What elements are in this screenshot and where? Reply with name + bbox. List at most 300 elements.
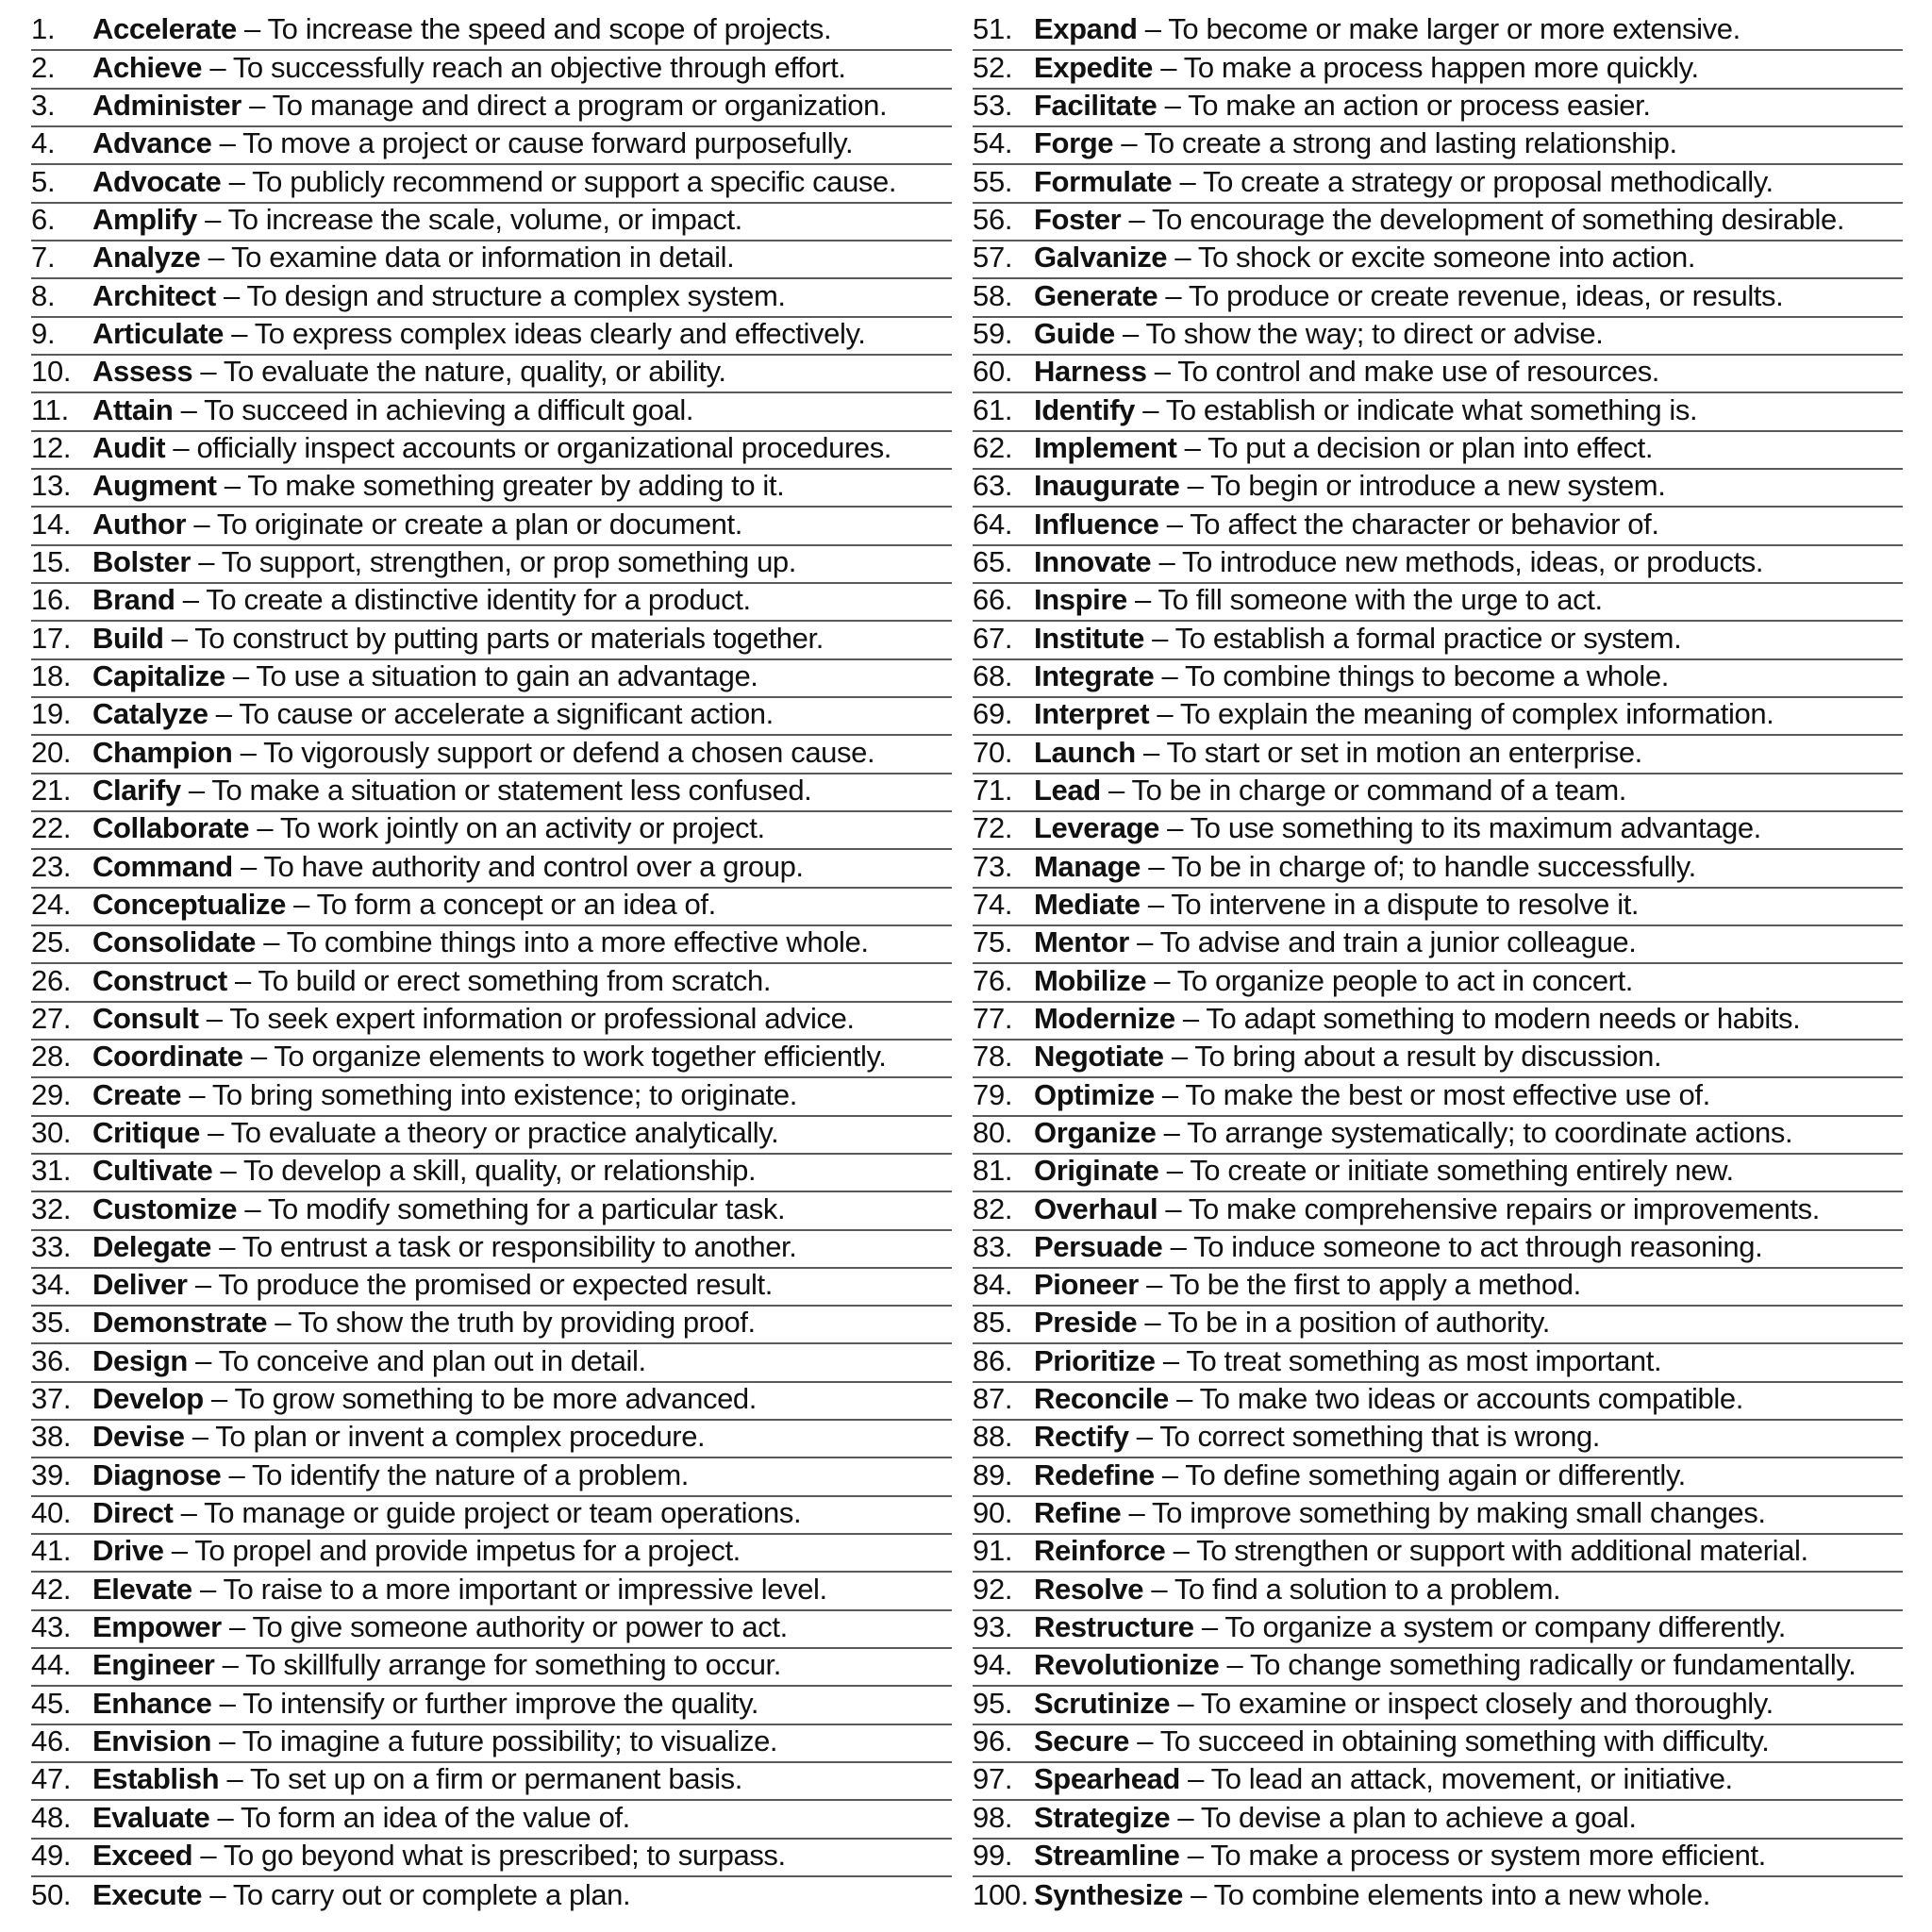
- item-number: 60.: [973, 355, 1013, 389]
- list-item: [973, 698, 1903, 736]
- item-entry: [1034, 12, 1740, 46]
- item-definition: – To arrange systematically; to coordinate actions.: [1156, 1115, 1793, 1149]
- list-item: [973, 774, 1903, 812]
- list-item: [973, 1192, 1903, 1230]
- item-term: Spearhead: [1034, 1762, 1180, 1796]
- list-item: [973, 1231, 1903, 1269]
- item-entry: [1034, 202, 1845, 236]
- item-number: 23.: [31, 849, 72, 883]
- item-definition: – To use something to its maximum advantage.: [1158, 811, 1761, 845]
- item-term: Modernize: [1034, 1001, 1175, 1035]
- item-definition: – To cause or accelerate a significant action.: [208, 697, 774, 731]
- item-number: 22.: [31, 811, 72, 845]
- item-entry: [92, 735, 875, 769]
- item-entry: [1034, 355, 1660, 389]
- item-entry: [1034, 1726, 1769, 1756]
- item-definition: – To show the truth by providing proof.: [267, 1306, 756, 1340]
- list-item: [973, 1383, 1903, 1421]
- item-term: Innovate: [1034, 544, 1152, 578]
- item-definition: – To skillfully arrange for something to occur.: [214, 1648, 781, 1682]
- item-definition: – To move a project or cause forward purposefully.: [211, 126, 854, 160]
- item-entry: [1034, 1191, 1820, 1225]
- item-definition: – To be the first to apply a method.: [1138, 1268, 1581, 1302]
- item-term: Implement: [1034, 430, 1177, 464]
- list-item: [973, 1155, 1903, 1192]
- item-term: Architect: [92, 278, 216, 312]
- item-definition: – To have authority and control over a group.: [232, 849, 804, 883]
- item-definition: – To combine things to become a whole.: [1154, 658, 1669, 692]
- item-definition: – To produce the promised or expected result.: [187, 1268, 773, 1302]
- item-term: Analyze: [92, 241, 201, 275]
- item-number: 6.: [31, 202, 56, 236]
- item-number: 61.: [973, 392, 1013, 426]
- list-item: [973, 204, 1903, 242]
- list-item: [973, 90, 1903, 127]
- item-entry: [92, 1040, 887, 1074]
- item-entry: [1034, 963, 1634, 997]
- list-item: [973, 1269, 1903, 1307]
- list-item: [31, 1231, 952, 1269]
- item-term: Coordinate: [92, 1040, 243, 1074]
- list-item: [973, 1041, 1903, 1078]
- item-definition: – To evaluate the nature, quality, or ability.: [192, 355, 726, 389]
- item-term: Persuade: [1034, 1229, 1163, 1263]
- item-entry: [92, 128, 853, 158]
- item-term: Galvanize: [1034, 241, 1168, 275]
- item-definition: – To increase the speed and scope of projects.: [236, 12, 832, 46]
- item-definition: – To work jointly on an activity or project.: [249, 811, 765, 845]
- list-item: [973, 1458, 1903, 1496]
- item-entry: [92, 1343, 646, 1377]
- item-term: Critique: [92, 1115, 200, 1149]
- item-number: 8.: [31, 278, 56, 312]
- list-item: [973, 1649, 1903, 1687]
- item-term: Administer: [92, 88, 242, 122]
- item-definition: – To imagine a future possibility; to visualize.: [211, 1724, 778, 1758]
- item-definition: – To plan or invent a complex procedure.: [184, 1420, 706, 1454]
- item-number: 13.: [31, 469, 72, 503]
- list-item: [31, 1117, 952, 1155]
- item-number: 44.: [31, 1648, 72, 1682]
- item-definition: – To introduce new methods, ideas, or products.: [1151, 544, 1764, 578]
- item-entry: [92, 1878, 631, 1912]
- list-item: [31, 393, 952, 431]
- item-number: 72.: [973, 811, 1013, 845]
- item-definition: – To entrust a task or responsibility to another.: [211, 1229, 797, 1263]
- item-number: 70.: [973, 735, 1013, 769]
- item-number: 77.: [973, 1001, 1013, 1035]
- item-entry: [1034, 1420, 1600, 1454]
- item-number: 57.: [973, 241, 1013, 275]
- item-term: Streamline: [1034, 1839, 1180, 1873]
- list-item: [973, 1763, 1903, 1801]
- list-item: [31, 964, 952, 1002]
- item-definition: – To be in charge of; to handle successfully.: [1141, 849, 1696, 883]
- item-definition: – To shock or excite someone into action.: [1167, 241, 1696, 275]
- item-definition: – To improve something by making small changes.: [1121, 1496, 1766, 1530]
- list-item: [973, 356, 1903, 393]
- item-definition: – To construct by putting parts or materials together.: [163, 621, 824, 655]
- list-item: [31, 1535, 952, 1573]
- item-definition: – To make something greater by adding to it.: [216, 469, 785, 503]
- item-definition: – To support, strengthen, or prop something up.: [191, 544, 796, 578]
- list-item: [973, 1078, 1903, 1116]
- item-number: 7.: [31, 241, 56, 275]
- list-item: [973, 470, 1903, 508]
- item-entry: [1034, 1154, 1734, 1188]
- item-definition: – To affect the character or behavior of.: [1158, 507, 1659, 541]
- item-term: Optimize: [1034, 1077, 1155, 1111]
- item-number: 95.: [973, 1686, 1013, 1720]
- item-entry: [92, 1382, 757, 1416]
- item-term: Integrate: [1034, 658, 1155, 692]
- item-entry: [1034, 241, 1696, 275]
- list-item: [973, 546, 1903, 584]
- item-entry: [1034, 1839, 1766, 1873]
- item-definition: – To control and make use of resources.: [1146, 355, 1660, 389]
- item-definition: – To seek expert information or professional advice.: [198, 1001, 855, 1035]
- item-entry: [1034, 1001, 1801, 1035]
- item-term: Strategize: [1034, 1800, 1171, 1834]
- item-term: Facilitate: [1034, 88, 1158, 122]
- item-term: Advocate: [92, 164, 222, 198]
- list-item: [31, 508, 952, 545]
- item-number: 54.: [973, 126, 1013, 160]
- item-entry: [1034, 316, 1604, 350]
- item-definition: – To fill someone with the urge to act.: [1126, 583, 1603, 617]
- item-definition: – To modify something for a particular task.: [237, 1191, 786, 1225]
- item-term: Institute: [1034, 621, 1144, 655]
- item-number: 14.: [31, 507, 72, 541]
- item-definition: – To bring something into existence; to originate.: [181, 1077, 797, 1111]
- item-entry: [1034, 1382, 1743, 1416]
- item-definition: – To make an action or process easier.: [1157, 88, 1651, 122]
- item-entry: [1034, 1268, 1581, 1302]
- item-term: Interpret: [1034, 697, 1150, 731]
- item-number: 30.: [31, 1115, 72, 1149]
- item-entry: [1034, 927, 1637, 957]
- item-term: Brand: [92, 583, 175, 617]
- item-number: 73.: [973, 849, 1013, 883]
- item-term: Conceptualize: [92, 887, 286, 921]
- list-item: [973, 584, 1903, 622]
- item-definition: – To examine or inspect closely and thoroughly.: [1170, 1686, 1774, 1720]
- item-term: Augment: [92, 469, 217, 503]
- item-term: Deliver: [92, 1268, 188, 1302]
- list-item: [973, 1877, 1903, 1915]
- item-entry: [92, 1610, 788, 1644]
- item-entry: [1034, 1648, 1857, 1682]
- item-number: 33.: [31, 1229, 72, 1263]
- item-number: 87.: [973, 1382, 1013, 1416]
- item-entry: [92, 1191, 786, 1225]
- list-item: [973, 393, 1903, 431]
- list-item: [31, 926, 952, 964]
- item-entry: [92, 887, 716, 921]
- item-term: Enhance: [92, 1686, 212, 1720]
- item-term: Direct: [92, 1496, 174, 1530]
- item-number: 38.: [31, 1420, 72, 1454]
- item-entry: [1034, 849, 1696, 883]
- list-item: [973, 1497, 1903, 1535]
- item-number: 16.: [31, 583, 72, 617]
- item-entry: [92, 469, 785, 503]
- item-term: Overhaul: [1034, 1191, 1158, 1225]
- list-item: [973, 1421, 1903, 1458]
- item-entry: [1034, 88, 1651, 122]
- item-definition: – To devise a plan to achieve a goal.: [1170, 1800, 1637, 1834]
- item-term: Champion: [92, 735, 233, 769]
- item-definition: – To examine data or information in detail.: [200, 241, 735, 275]
- item-number: 84.: [973, 1268, 1013, 1302]
- list-item: [31, 622, 952, 659]
- item-entry: [92, 1306, 756, 1340]
- item-definition: – To advise and train a junior colleague.: [1128, 925, 1637, 959]
- list-item: [973, 1725, 1903, 1763]
- item-definition: – To create a strategy or proposal methodically.: [1172, 164, 1774, 198]
- item-term: Manage: [1034, 849, 1141, 883]
- item-term: Expedite: [1034, 50, 1154, 84]
- item-entry: [92, 202, 742, 236]
- list-item: [31, 1078, 952, 1116]
- item-term: Envision: [92, 1724, 211, 1758]
- item-number: 52.: [973, 50, 1013, 84]
- list-item: [31, 242, 952, 279]
- item-definition: – To create or initiate something entirely new.: [1158, 1154, 1734, 1188]
- item-entry: [1034, 1610, 1786, 1644]
- list-item: [973, 318, 1903, 356]
- item-number: 82.: [973, 1191, 1013, 1225]
- item-definition: – To develop a skill, quality, or relationship.: [212, 1154, 757, 1188]
- item-number: 50.: [31, 1878, 72, 1912]
- list-item: [973, 1801, 1903, 1839]
- list-item: [31, 889, 952, 926]
- item-term: Expand: [1034, 12, 1138, 46]
- item-definition: – To adapt something to modern needs or habits.: [1174, 1001, 1801, 1035]
- list-item: [973, 1344, 1903, 1382]
- item-entry: [1034, 583, 1603, 617]
- list-item: [31, 1611, 952, 1649]
- item-term: Restructure: [1034, 1610, 1194, 1644]
- list-item: [31, 127, 952, 165]
- item-entry: [1034, 1686, 1774, 1720]
- item-entry: [1034, 509, 1659, 539]
- item-term: Prioritize: [1034, 1343, 1156, 1377]
- item-entry: [92, 544, 796, 578]
- item-definition: – To bring about a result by discussion.: [1163, 1040, 1662, 1074]
- item-number: 71.: [973, 773, 1013, 807]
- item-term: Consult: [92, 1001, 199, 1035]
- item-definition: – To conceive and plan out in detail.: [187, 1343, 646, 1377]
- item-term: Rectify: [1034, 1420, 1129, 1454]
- item-term: Capitalize: [92, 658, 225, 692]
- item-entry: [92, 1268, 773, 1302]
- list-item: [31, 1573, 952, 1610]
- item-term: Mentor: [1034, 925, 1129, 959]
- item-entry: [1034, 1574, 1560, 1604]
- item-number: 98.: [973, 1800, 1013, 1834]
- item-entry: [1034, 621, 1682, 655]
- item-term: Establish: [92, 1762, 220, 1796]
- list-item: [973, 13, 1903, 51]
- item-term: Identify: [1034, 392, 1136, 426]
- item-entry: [92, 1420, 706, 1454]
- item-number: 63.: [973, 469, 1013, 503]
- item-term: Organize: [1034, 1115, 1157, 1149]
- item-entry: [92, 811, 765, 845]
- item-term: Preside: [1034, 1306, 1138, 1340]
- item-definition: – To increase the scale, volume, or impact.: [196, 202, 742, 236]
- item-number: 25.: [31, 925, 72, 959]
- item-number: 56.: [973, 202, 1013, 236]
- item-entry: [1034, 50, 1699, 84]
- item-number: 29.: [31, 1077, 72, 1111]
- item-definition: – To make a situation or statement less confused.: [180, 773, 812, 807]
- item-term: Revolutionize: [1034, 1648, 1220, 1682]
- item-number: 78.: [973, 1040, 1013, 1074]
- item-definition: – To put a decision or plan into effect.: [1176, 430, 1654, 464]
- item-entry: [1034, 1800, 1637, 1834]
- item-definition: – To begin or introduce a new system.: [1179, 469, 1666, 503]
- item-term: Generate: [1034, 278, 1158, 312]
- list-item: [31, 1840, 952, 1877]
- item-number: 91.: [973, 1534, 1013, 1568]
- item-term: Audit: [92, 430, 166, 464]
- item-term: Collaborate: [92, 811, 250, 845]
- right-column: [973, 13, 1903, 1915]
- list-item: [31, 1041, 952, 1078]
- item-definition: – To establish a formal practice or system.: [1143, 621, 1682, 655]
- item-entry: [1034, 1306, 1550, 1340]
- list-item: [31, 1307, 952, 1344]
- item-term: Resolve: [1034, 1572, 1144, 1606]
- item-number: 31.: [31, 1154, 72, 1188]
- item-entry: [92, 1762, 742, 1796]
- item-term: Exceed: [92, 1839, 193, 1873]
- item-number: 35.: [31, 1306, 72, 1340]
- list-item: [31, 584, 952, 622]
- item-definition: – To show the way; to direct or advise.: [1114, 316, 1604, 350]
- list-item: [31, 698, 952, 736]
- list-item: [973, 1687, 1903, 1724]
- item-number: 15.: [31, 544, 72, 578]
- item-number: 42.: [31, 1572, 72, 1606]
- item-definition: – To start or set in motion an enterprise.: [1135, 735, 1642, 769]
- item-number: 81.: [973, 1154, 1013, 1188]
- item-definition: – To succeed in obtaining something with difficulty.: [1129, 1724, 1770, 1758]
- item-term: Execute: [92, 1878, 203, 1912]
- item-term: Author: [92, 507, 187, 541]
- item-number: 53.: [973, 88, 1013, 122]
- item-entry: [1034, 164, 1774, 198]
- item-number: 97.: [973, 1762, 1013, 1796]
- list-item: [973, 1003, 1903, 1041]
- item-entry: [1034, 128, 1677, 158]
- item-definition: – To create a strong and lasting relationship.: [1113, 126, 1677, 160]
- list-item: [973, 51, 1903, 89]
- item-definition: – To make comprehensive repairs or improvements.: [1158, 1191, 1820, 1225]
- item-number: 65.: [973, 544, 1013, 578]
- list-item: [973, 926, 1903, 964]
- item-definition: – To manage and direct a program or organization.: [241, 88, 888, 122]
- list-item: [973, 1573, 1903, 1610]
- item-number: 76.: [973, 963, 1013, 997]
- item-definition: – To design and structure a complex system.: [215, 278, 786, 312]
- item-definition: – To organize elements to work together efficiently.: [242, 1040, 887, 1074]
- item-term: Drive: [92, 1534, 164, 1568]
- list-item: [973, 812, 1903, 850]
- list-item: [31, 850, 952, 888]
- list-item: [31, 1155, 952, 1192]
- item-entry: [1034, 887, 1640, 921]
- item-entry: [1034, 1343, 1662, 1377]
- list-item: [31, 774, 952, 812]
- item-number: 5.: [31, 164, 56, 198]
- item-entry: [1034, 1229, 1763, 1263]
- item-entry: [92, 1001, 855, 1035]
- item-entry: [92, 1077, 797, 1111]
- item-term: Originate: [1034, 1154, 1159, 1188]
- item-number: 19.: [31, 697, 72, 731]
- list-item: [973, 1611, 1903, 1649]
- item-term: Bolster: [92, 544, 192, 578]
- item-term: Negotiate: [1034, 1040, 1164, 1074]
- item-definition: – To form an idea of the value of.: [209, 1800, 630, 1834]
- item-number: 21.: [31, 773, 72, 807]
- item-entry: [1034, 1496, 1766, 1530]
- item-definition: – To define something again or differently.: [1154, 1457, 1686, 1491]
- item-entry: [1034, 1040, 1662, 1074]
- item-definition: – To raise to a more important or impressive level.: [192, 1572, 827, 1606]
- list-item: [31, 1725, 952, 1763]
- item-entry: [92, 1839, 786, 1873]
- item-entry: [92, 355, 726, 389]
- item-number: 4.: [31, 126, 56, 160]
- item-entry: [1034, 1878, 1710, 1912]
- item-number: 17.: [31, 621, 72, 655]
- item-number: 48.: [31, 1800, 72, 1834]
- item-definition: – To form a concept or an idea of.: [285, 887, 716, 921]
- item-definition: – To find a solution to a problem.: [1143, 1572, 1561, 1606]
- item-definition: – To express complex ideas clearly and effectively.: [223, 316, 866, 350]
- item-definition: – To change something radically or fundamentally.: [1219, 1648, 1857, 1682]
- item-entry: [1034, 1457, 1686, 1491]
- item-entry: [1034, 735, 1642, 769]
- item-term: Scrutinize: [1034, 1686, 1171, 1720]
- item-definition: – To combine elements into a new whole.: [1182, 1878, 1710, 1912]
- item-term: Develop: [92, 1382, 204, 1416]
- item-number: 88.: [973, 1420, 1013, 1454]
- item-term: Pioneer: [1034, 1268, 1139, 1302]
- item-definition: – To encourage the development of something desirable.: [1121, 202, 1845, 236]
- item-number: 99.: [973, 1839, 1013, 1873]
- list-item: [31, 165, 952, 203]
- item-number: 46.: [31, 1724, 72, 1758]
- item-definition: – To make the best or most effective use of.: [1154, 1077, 1710, 1111]
- item-term: Mediate: [1034, 887, 1141, 921]
- item-number: 3.: [31, 88, 56, 122]
- item-definition: – To produce or create revenue, ideas, or results.: [1158, 278, 1784, 312]
- item-number: 83.: [973, 1229, 1013, 1263]
- item-term: Empower: [92, 1610, 222, 1644]
- item-entry: [1034, 430, 1654, 464]
- item-definition: – To publicly recommend or support a specific cause.: [221, 164, 897, 198]
- item-term: Reinforce: [1034, 1534, 1166, 1568]
- item-definition: – To make a process or system more efficient.: [1179, 1839, 1766, 1873]
- list-item: [973, 1535, 1903, 1573]
- item-number: 66.: [973, 583, 1013, 617]
- item-entry: [92, 316, 866, 350]
